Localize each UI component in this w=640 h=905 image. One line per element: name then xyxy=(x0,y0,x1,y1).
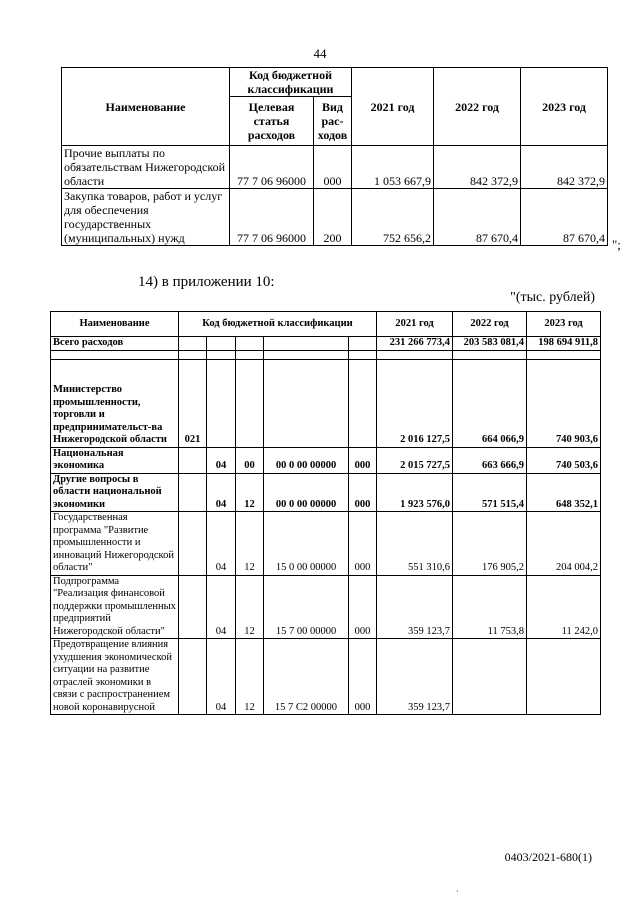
row-2021: 359 123,7 xyxy=(377,639,453,715)
header-name: Наименование xyxy=(62,68,230,146)
table-row xyxy=(51,359,601,447)
expenses-table-top xyxy=(61,67,608,246)
row-2022: 176 905,2 xyxy=(453,512,527,576)
header-2023: 2023 год xyxy=(521,68,608,146)
row-code-1 xyxy=(179,447,207,473)
header-article: Целевая статья расходов xyxy=(230,97,314,146)
row-code-3: 12 xyxy=(236,512,264,576)
row-article: 77 7 06 96000 xyxy=(230,146,314,189)
row-code-2: 04 xyxy=(207,575,236,639)
total-name: Всего расходов xyxy=(51,337,179,351)
row-name: Закупка товаров, работ и услуг для обеспечения государственных (муниципальных) нужд xyxy=(62,189,230,246)
row-2021: 1 053 667,9 xyxy=(352,146,434,189)
row-2023: 740 903,6 xyxy=(527,359,601,447)
row-code-4: 15 7 C2 00000 xyxy=(264,639,349,715)
stray-mark: · xyxy=(456,887,459,896)
row-2023: 204 004,2 xyxy=(527,512,601,576)
total-2021: 231 266 773,4 xyxy=(377,337,453,351)
row-code-5: 000 xyxy=(349,512,377,576)
row-2023: 740 503,6 xyxy=(527,447,601,473)
row-2021: 1 923 576,0 xyxy=(377,473,453,512)
row-2021: 2 015 727,5 xyxy=(377,447,453,473)
header-2022: 2022 год xyxy=(453,312,527,337)
header-2023: 2023 год xyxy=(527,312,601,337)
row-2021: 359 123,7 xyxy=(377,575,453,639)
table-row xyxy=(51,473,601,512)
row-code-1 xyxy=(179,512,207,576)
header-type: Вид рас-ходов xyxy=(314,97,352,146)
row-code-2: 04 xyxy=(207,639,236,715)
document-code: 0403/2021-680(1) xyxy=(504,850,592,864)
table-row xyxy=(62,189,608,246)
table-row xyxy=(51,512,601,576)
row-2023 xyxy=(527,639,601,715)
row-2022: 663 666,9 xyxy=(453,447,527,473)
row-code-1 xyxy=(179,575,207,639)
row-code-1 xyxy=(179,639,207,715)
row-name: Другие вопросы в области национальной экономики xyxy=(51,473,179,512)
spacer-row xyxy=(51,350,601,359)
row-code-3 xyxy=(236,359,264,447)
row-code-2 xyxy=(207,359,236,447)
row-article: 77 7 06 96000 xyxy=(230,189,314,246)
total-2022: 203 583 081,4 xyxy=(453,337,527,351)
row-2023: 842 372,9 xyxy=(521,146,608,189)
row-name: Предотвращение влияния ухудшения экономической ситуации на развитие отраслей экономики в связи с распространением новой коронавирусной xyxy=(51,639,179,715)
header-2021: 2021 год xyxy=(352,68,434,146)
row-code-1: 021 xyxy=(179,359,207,447)
header-code: Код бюджетной классификации xyxy=(179,312,377,337)
table-row xyxy=(51,639,601,715)
units-label: "(тыс. рублей) xyxy=(510,290,595,305)
header-2021: 2021 год xyxy=(377,312,453,337)
row-2022: 571 515,4 xyxy=(453,473,527,512)
row-2022: 11 753,8 xyxy=(453,575,527,639)
row-2021: 551 310,6 xyxy=(377,512,453,576)
row-name: Государственная программа "Развитие промышленности и инноваций Нижегородской области" xyxy=(51,512,179,576)
row-2022: 664 066,9 xyxy=(453,359,527,447)
total-2023: 198 694 911,8 xyxy=(527,337,601,351)
row-2023: 648 352,1 xyxy=(527,473,601,512)
header-2022: 2022 год xyxy=(434,68,521,146)
section-title: 14) в приложении 10: xyxy=(138,274,275,290)
row-code-2: 04 xyxy=(207,512,236,576)
row-code-4: 15 7 00 00000 xyxy=(264,575,349,639)
row-code-4: 00 0 00 00000 xyxy=(264,473,349,512)
closing-quote: "; xyxy=(612,237,621,252)
row-2022: 87 670,4 xyxy=(434,189,521,246)
row-code-5: 000 xyxy=(349,575,377,639)
row-code-3: 12 xyxy=(236,575,264,639)
row-name: Подпрограмма "Реализация финансовой поддержки промышленных предприятий Нижегородской области" xyxy=(51,575,179,639)
header-code-group: Код бюджетной классификации xyxy=(230,68,352,97)
row-2021: 2 016 127,5 xyxy=(377,359,453,447)
header-name: Наименование xyxy=(51,312,179,337)
row-code-1 xyxy=(179,473,207,512)
row-code-5: 000 xyxy=(349,639,377,715)
row-type: 000 xyxy=(314,146,352,189)
appendix-10-table xyxy=(50,311,601,715)
row-code-5: 000 xyxy=(349,447,377,473)
row-2021: 752 656,2 xyxy=(352,189,434,246)
row-code-4: 15 0 00 00000 xyxy=(264,512,349,576)
page-number: 44 xyxy=(313,46,327,61)
row-code-4 xyxy=(264,359,349,447)
table-row xyxy=(51,447,601,473)
row-code-2: 04 xyxy=(207,473,236,512)
row-name: Национальная экономика xyxy=(51,447,179,473)
row-type: 200 xyxy=(314,189,352,246)
row-code-3: 12 xyxy=(236,639,264,715)
row-code-4: 00 0 00 00000 xyxy=(264,447,349,473)
row-code-5: 000 xyxy=(349,473,377,512)
row-2023: 87 670,4 xyxy=(521,189,608,246)
row-2023: 11 242,0 xyxy=(527,575,601,639)
table-row xyxy=(51,575,601,639)
row-code-3: 00 xyxy=(236,447,264,473)
row-code-2: 04 xyxy=(207,447,236,473)
table-row xyxy=(62,146,608,189)
row-2022 xyxy=(453,639,527,715)
total-row xyxy=(51,337,601,351)
row-name: Прочие выплаты по обязательствам Нижегородской области xyxy=(62,146,230,189)
row-name: Министерство промышленности, торговли и предпринимательст-ва Нижегородской области xyxy=(51,359,179,447)
row-2022: 842 372,9 xyxy=(434,146,521,189)
row-code-5 xyxy=(349,359,377,447)
row-code-3: 12 xyxy=(236,473,264,512)
